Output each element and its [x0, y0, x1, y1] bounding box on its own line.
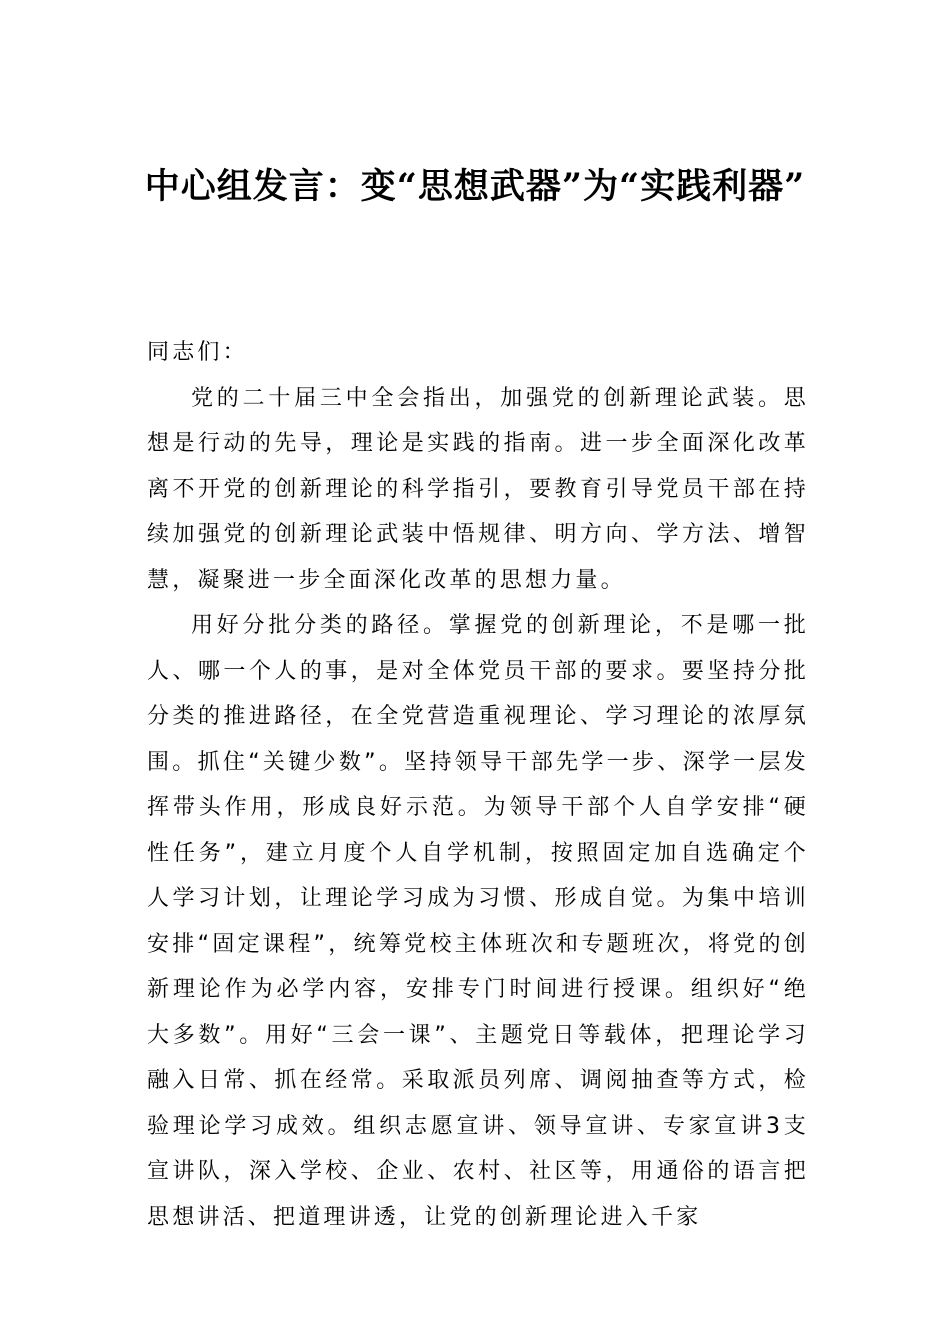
paragraph-path: 用好分批分类的路径。掌握党的创新理论，不是哪一批人、哪一个人的事，是对全体党员干部的要求。要坚持分批分类的推进路径，在全党营造重视理论、学习理论的浓厚氛围。抓住“关键少数”。坚持领导干部先学一步、深学一层发挥带头作用，形成良好示范。为领导干部个人自学安排“硬性任务”，建立月度个人自学机制，按照固定加自选确定个人学习计划，让理论学习成为习惯、形成自觉。为集中培训安排“固定课程”，统筹党校主体班次和专题班次，将党的创新理论作为必学内容，安排专门时间进行授课。组织好“绝大多数”。用好“三会一课”、主题党日等载体，把理论学习融入日常、抓在经常。采取派员列席、调阅抽查等方式，检验理论学习成效。组织志愿宣讲、领导宣讲、专家宣讲3支宣讲队，深入学校、企业、农村、社区等，用通俗的语言把思想讲活、把道理讲透，让党的创新理论进入千家: [147, 613, 809, 1230]
salutation: 同志们：: [147, 340, 248, 365]
document-body: [147, 330, 809, 1240]
document-title: 中心组发言：变“思想武器”为“实践利器”: [144, 166, 806, 207]
paragraph-intro: 党的二十届三中全会指出，加强党的创新理论武装。思想是行动的先导，理论是实践的指南。进一步全面深化改革离不开党的创新理论的科学指引，要教育引导党员干部在持续加强党的创新理论武装中悟规律、明方向、学方法、增智慧，凝聚进一步全面深化改革的思想力量。: [147, 385, 809, 593]
